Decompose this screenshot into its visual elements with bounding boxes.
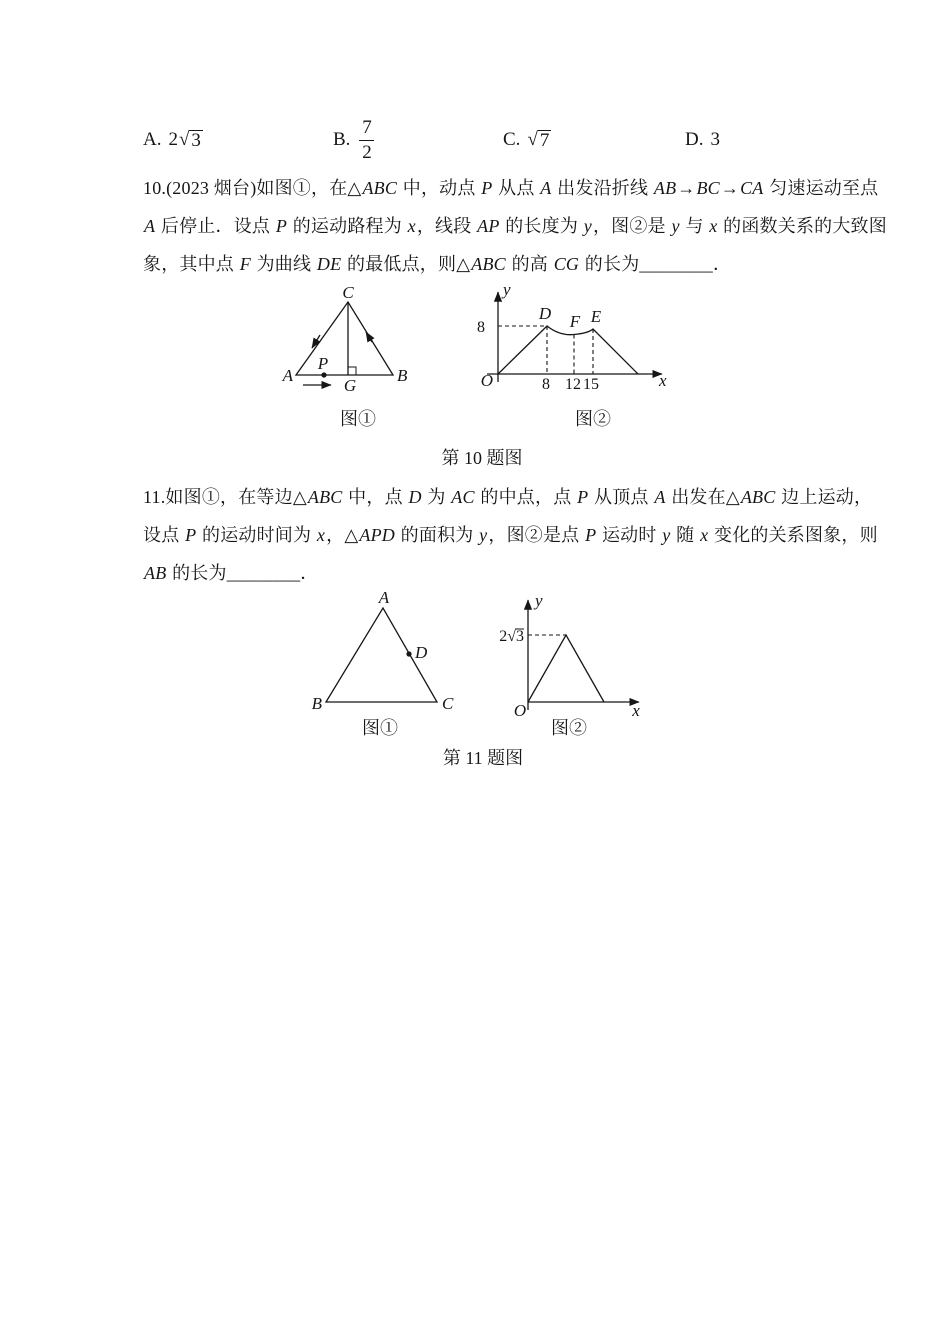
vertex-label-c: C	[342, 283, 354, 302]
sqrt-sign: √	[178, 129, 190, 150]
problem11-line-2: 设点 P 的运动时间为 x，△APD 的面积为 y，图②是点 P 运动时 y 随 x 变化的关系图象，则	[143, 525, 878, 545]
option-b-fraction	[359, 118, 374, 163]
problem10-line-3: 象，其中点 F 为曲线 DE 的最低点，则△ABC 的高 CG 的长为________．	[143, 254, 732, 274]
point-label-e: E	[590, 307, 602, 326]
problem11-line-3: AB 的长为________．	[144, 563, 319, 583]
option-a-label: A.	[143, 129, 162, 150]
point-p-dot	[321, 372, 326, 377]
problem11-figure2	[493, 590, 653, 725]
problem10-line-2: A 后停止．设点 P 的运动路程为 x，线段 AP 的长度为 y，图②是 y 与 x 的函数关系的大致图	[144, 216, 887, 236]
y-axis-label: y	[503, 280, 511, 299]
point-label-d: D	[538, 304, 552, 323]
problem11-line-1: 11.如图①，在等边△ABC 中，点 D 为 AC 的中点，点 P 从顶点 A 出发在△ABC 边上运动，	[143, 487, 873, 507]
y-tick-8: 8	[477, 319, 485, 336]
x-tick-8: 8	[542, 376, 550, 393]
x-tick-15: 15	[583, 376, 599, 393]
sqrt-sign: √	[527, 129, 538, 150]
y-axis-label: y	[535, 591, 543, 610]
y-peak-label: 2√3	[499, 628, 524, 645]
fraction-bar	[359, 140, 374, 141]
x-axis-label: x	[659, 371, 667, 390]
option-b-label: B.	[333, 129, 351, 150]
point-d-dot	[406, 651, 411, 656]
figure1-caption-q10: 图①	[340, 409, 376, 429]
origin-label: O	[480, 371, 493, 390]
x-axis-label: x	[632, 701, 640, 720]
vertex-label-b: B	[397, 366, 408, 385]
point-label-d: D	[415, 643, 428, 662]
option-d	[685, 112, 720, 168]
option-d-label: D.	[685, 129, 704, 150]
vertex-label-a: A	[378, 588, 390, 607]
fraction-numerator: 7	[362, 116, 372, 138]
figure2-caption-q10: 图②	[575, 409, 611, 429]
triangle-abc	[296, 302, 393, 375]
function-curve	[498, 326, 638, 374]
option-c	[503, 112, 551, 168]
option-d-value: 3	[710, 129, 720, 150]
option-a	[143, 112, 203, 168]
option-c-label: C.	[503, 129, 521, 150]
vertex-label-a: A	[282, 366, 293, 385]
problem10-line-1: 10.(2023 烟台)如图①，在△ABC 中，动点 P 从点 A 出发沿折线 AB→BC→CA 匀速运动至点	[143, 178, 879, 198]
vertex-label-c: C	[442, 694, 454, 713]
problem11-figure1	[298, 590, 463, 720]
problem10-figure2	[462, 282, 677, 397]
figure2-caption-q11: 图②	[551, 718, 587, 738]
function-curve	[528, 635, 604, 702]
origin-label: O	[513, 701, 527, 720]
right-angle-mark	[348, 367, 356, 375]
problem10-figure1	[276, 284, 421, 404]
figure1-caption-q11: 图①	[362, 718, 398, 738]
problem11-figures-caption: 第 11 题图	[442, 748, 524, 768]
fraction-denominator: 2	[362, 141, 372, 163]
option-b	[333, 112, 374, 168]
option-c-radicand: 7	[539, 129, 550, 151]
point-label-f: F	[569, 312, 581, 331]
point-label-p: P	[317, 354, 329, 373]
direction-arrow-bc	[366, 332, 372, 342]
point-label-g: G	[343, 376, 357, 395]
x-tick-12: 12	[565, 376, 581, 393]
option-a-radicand: 3	[191, 129, 201, 151]
option-a-coefficient: 2	[168, 129, 178, 150]
problem10-figures-caption: 第 10 题图	[441, 448, 523, 468]
vertex-label-b: B	[311, 694, 322, 713]
